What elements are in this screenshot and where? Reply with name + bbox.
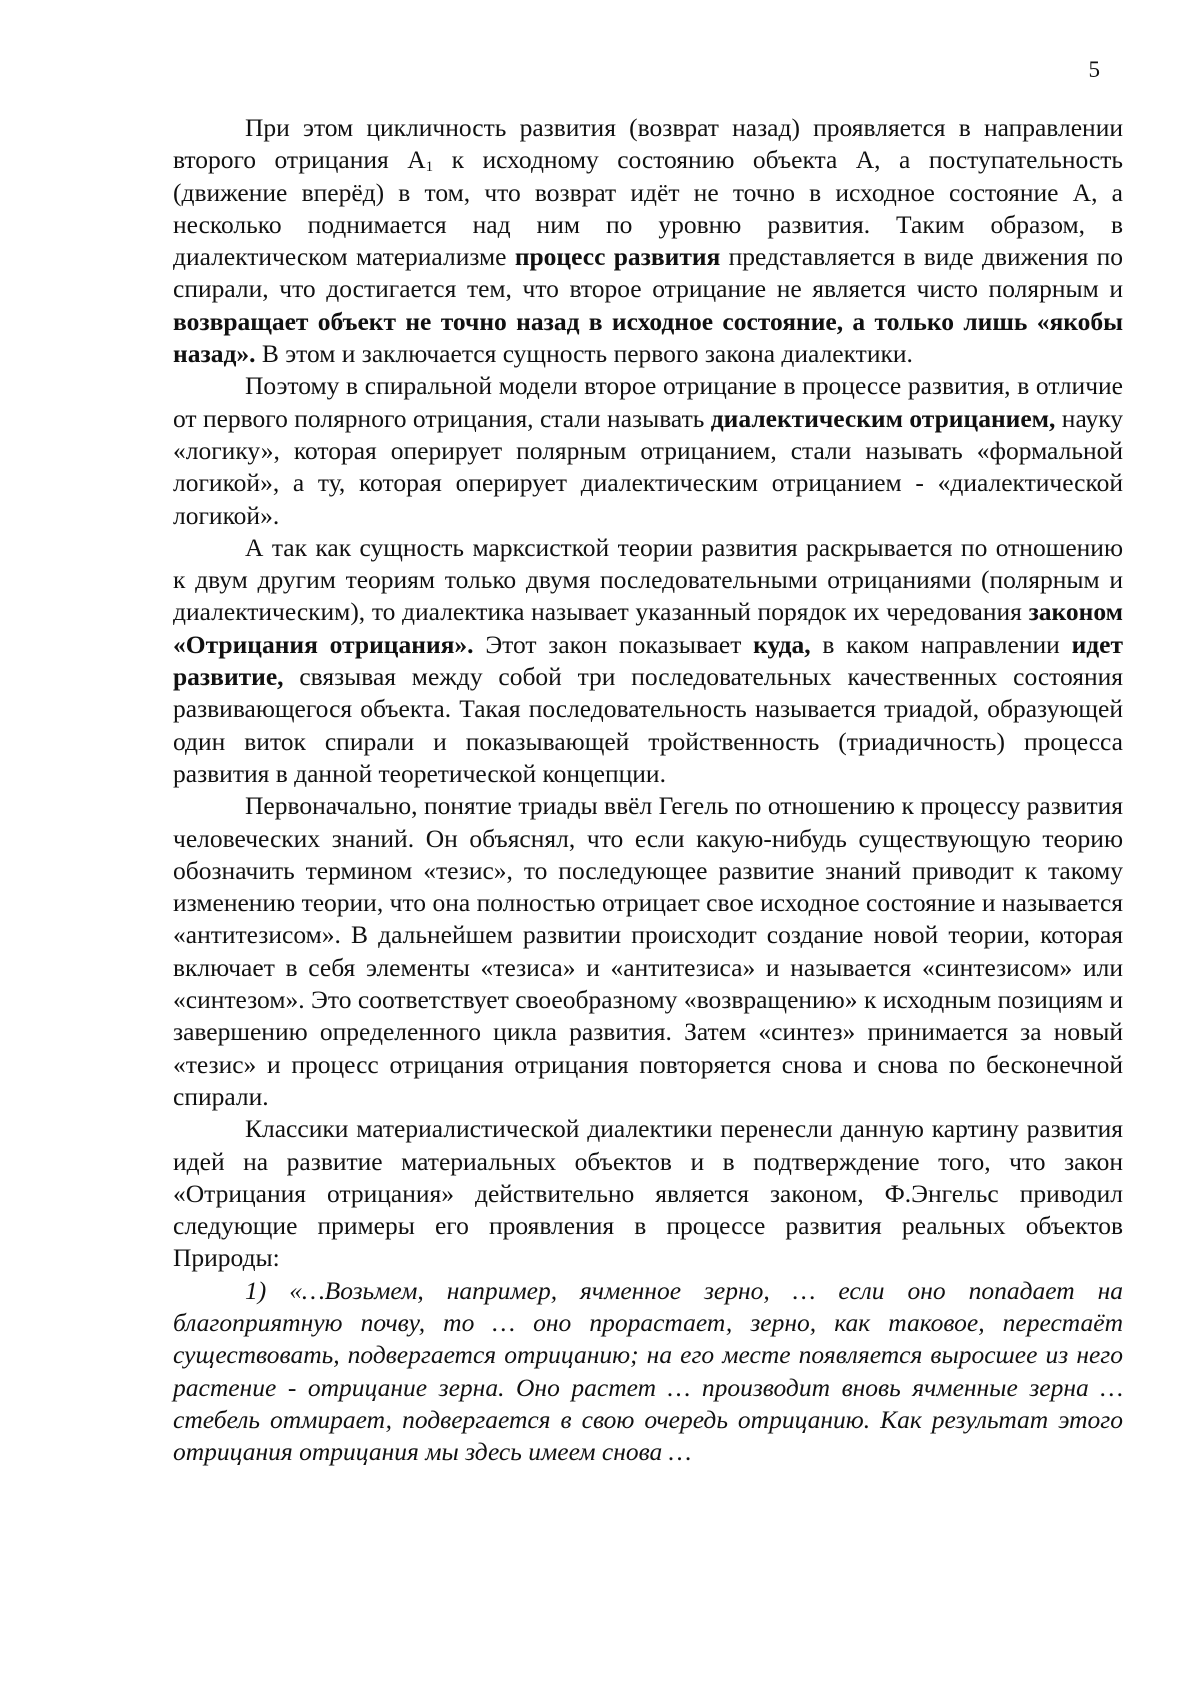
text-run: При этом цикличность развития (возврат назад) проявляется в направлении второго отрицания А [173, 113, 1123, 174]
text-run: связывая между собой три последовательных качественных состояния развивающегося объекта. Такая последовательность называется триадой, образующей один виток спирали и показывающей тройственность (триадичность) процесса развития в данной теоретической концепции. [173, 662, 1123, 788]
bold-term: идет развитие, [173, 630, 1123, 691]
text-run: А так как сущность марксисткой теории развития раскрывается по отношению к двум другим теориям только двумя последовательными отрицаниями (полярным и диалектическим), то диалектика называет указанный порядок их чередования [173, 533, 1123, 627]
page-number: 5 [1089, 56, 1101, 84]
bold-term: процесс развития [515, 242, 721, 271]
bold-term: возвращает объект не точно назад в исходное состояние, а только лишь «якобы назад». [173, 307, 1123, 368]
paragraph-hegel-triad: Первоначально, понятие триады ввёл Гегель по отношению к процессу развития человеческих знаний. Он объяснял, что если какую-нибудь существующую теорию обозначить термином «тезис», то последующее развитие знаний приводит к такому изменению теории, что она полностью отрицает свое исходное состояние и называется «антитезисом». В дальнейшем развитии происходит создание новой теории, которая включает в себя элементы «тезиса» и «антитезиса» и называется «синтезисом» или «синтезом». Это соответствует своеобразному «возвращению» к исходным позициям и завершению определенного цикла развития. Затем «синтез» принимается за новый «тезис» и процесс отрицания отрицания повторяется снова и снова по бесконечной спирали. [173, 790, 1123, 1113]
paragraph-barley-quote [173, 1275, 1123, 1469]
text-run: В этом и заключается сущность первого закона диалектики. [255, 339, 912, 368]
paragraph-dialectical-negation [173, 370, 1123, 531]
text-run: Этот закон показывает [474, 630, 754, 659]
text-run: представляется в виде движения по спирали, что достигается тем, что второе отрицание не является чисто полярным и [173, 242, 1123, 303]
bold-term: куда, [753, 630, 811, 659]
text-run: Поэтому в спиральной модели второе отрицание в процессе развития, в отличие от первого полярного отрицания, стали называть [173, 371, 1123, 432]
text-run: к исходному состоянию объекта А, а поступательность (движение вперёд) в том, что возврат идёт не точно в исходное состояние А, а несколько поднимается над ним по уровню развития. Таким образом, в диалектическом материализме [173, 145, 1123, 271]
paragraph-engels-examples: Классики материалистической диалектики перенесли данную картину развития идей на развитие материальных объектов и в подтверждение того, что закон «Отрицания отрицания» действительно является законом, Ф.Энгельс приводил следующие примеры его проявления в процессе развития реальных объектов Природы: [173, 1113, 1123, 1274]
text-run: в каком направлении [811, 630, 1072, 659]
italic-quote: 1) «…Возьмем, например, ячменное зерно, … если оно попадает на благоприятную почву, то … оно прорастает, зерно, как таковое, перестаёт существовать, подвергается отрицанию; на его месте появляется выросшее из него растение - отрицание зерна. Оно растет … производит вновь ячменные зерна … стебель отмирает, подвергается в свою очередь отрицанию. Как результат этого отрицания отрицания мы здесь имеем снова … [173, 1276, 1123, 1466]
document-page [0, 0, 1200, 1698]
body-text [173, 112, 1123, 1468]
bold-term: законом «Отрицания отрицания». [173, 597, 1123, 658]
text-run: науку «логику», которая оперирует полярным отрицанием, стали называть «формальной логикой», а ту, которая оперирует диалектическим отрицанием - «диалектической логикой». [173, 404, 1123, 530]
paragraph-cyclicity [173, 112, 1123, 370]
bold-term: диалектическим отрицанием, [711, 404, 1056, 433]
subscript-index: 1 [426, 159, 434, 175]
paragraph-negation-law [173, 532, 1123, 790]
